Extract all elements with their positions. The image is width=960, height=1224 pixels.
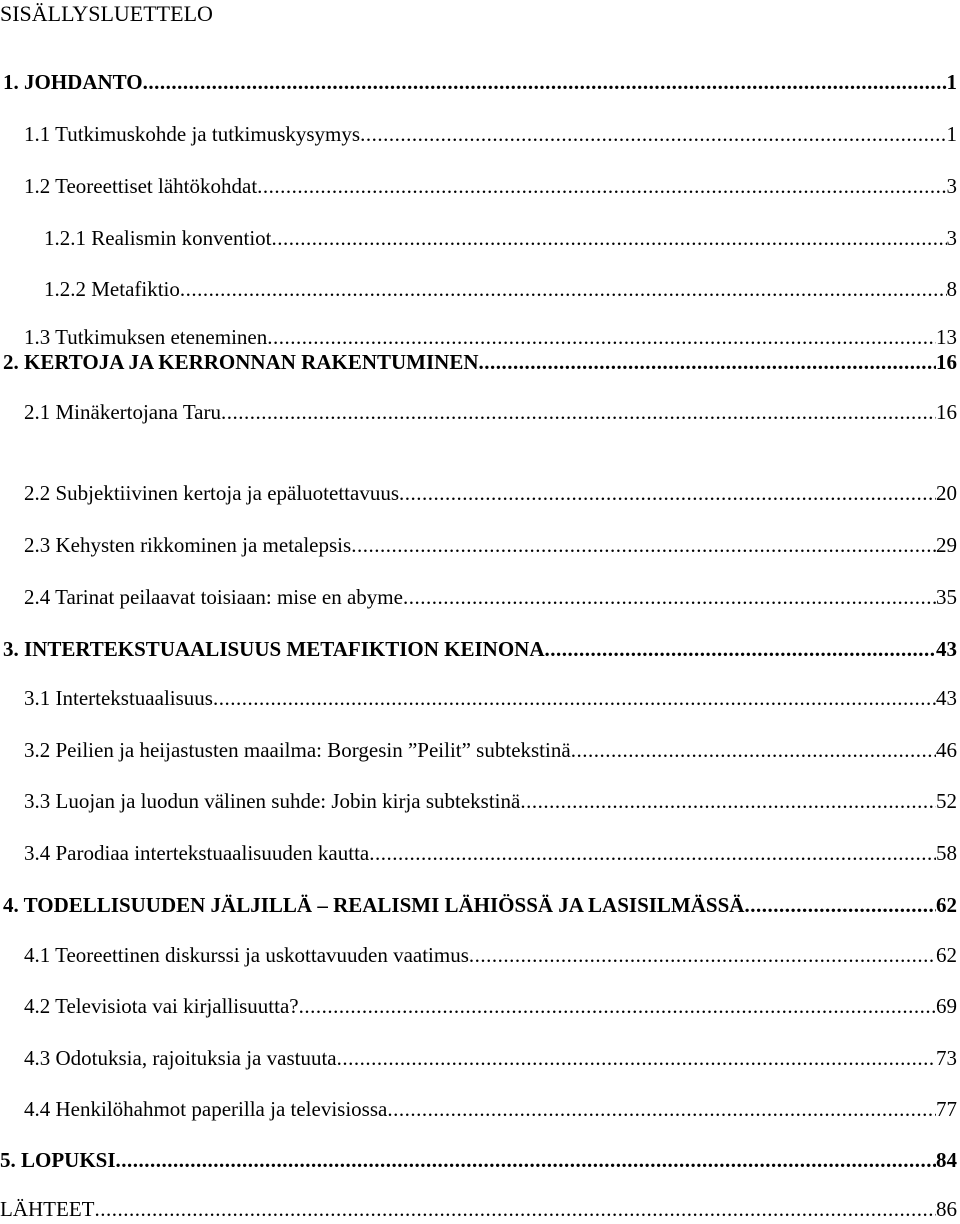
toc-entry[interactable]: [24, 1043, 957, 1073]
toc-entry[interactable]: [24, 582, 957, 612]
toc-entry[interactable]: [24, 119, 957, 149]
toc-page-number: 86: [936, 1197, 957, 1221]
toc-leader-dots: [571, 735, 936, 765]
toc-page-number: 84: [936, 1148, 957, 1172]
toc-entry-title: 3.4 Parodiaa intertekstuaalisuuden kautta: [24, 841, 370, 865]
toc-entry[interactable]: [44, 223, 957, 253]
toc-leader-dots: [116, 1145, 936, 1175]
toc-page-number: 20: [936, 481, 957, 505]
toc-page-number: 58: [936, 841, 957, 865]
toc-leader-dots: [544, 634, 936, 664]
toc-page-number: 43: [936, 686, 957, 710]
toc-entry-title: 2. KERTOJA JA KERRONNAN RAKENTUMINEN: [3, 350, 479, 374]
toc-entry-title: 4.2 Televisiota vai kirjallisuutta?: [24, 994, 299, 1018]
toc-page-number: 62: [936, 893, 957, 917]
toc-entry[interactable]: [24, 838, 957, 868]
toc-page-number: 3: [946, 174, 957, 198]
toc-entry-title: 3.2 Peilien ja heijastusten maailma: Borgesin ”Peilit” subtekstinä: [24, 738, 571, 762]
toc-entry[interactable]: [3, 634, 957, 664]
toc-leader-dots: [221, 397, 936, 427]
toc-page-number: 62: [936, 943, 957, 967]
toc-entry-title: 1. JOHDANTO: [3, 70, 143, 94]
toc-page-number: 52: [936, 789, 957, 813]
toc-entry-title: 4.3 Odotuksia, rajoituksia ja vastuuta: [24, 1046, 337, 1070]
toc-heading: SISÄLLYSLUETTELO: [0, 1, 213, 26]
toc-entry[interactable]: [0, 1194, 957, 1224]
toc-entry[interactable]: [3, 347, 957, 377]
toc-leader-dots: [469, 940, 936, 970]
toc-page-number: 16: [936, 350, 957, 374]
toc-entry[interactable]: [24, 478, 957, 508]
toc-entry[interactable]: [24, 940, 957, 970]
toc-leader-dots: [299, 991, 936, 1021]
toc-page-number: 69: [936, 994, 957, 1018]
toc-leader-dots: [479, 347, 936, 377]
toc-page-number: 43: [936, 637, 957, 661]
toc-entry[interactable]: [24, 786, 957, 816]
toc-entry[interactable]: [24, 683, 957, 713]
toc-entry[interactable]: [24, 1094, 957, 1124]
toc-leader-dots: [403, 582, 936, 612]
toc-entry-title: 3.1 Intertekstuaalisuus: [24, 686, 213, 710]
toc-entry[interactable]: [24, 171, 957, 201]
toc-entry[interactable]: [44, 274, 957, 304]
toc-entry-title: 2.2 Subjektiivinen kertoja ja epäluotettavuus: [24, 481, 399, 505]
toc-page-number: 73: [936, 1046, 957, 1070]
toc-page-number: 16: [936, 400, 957, 424]
toc-leader-dots: [351, 530, 936, 560]
toc-entry[interactable]: [0, 1145, 957, 1175]
toc-entry[interactable]: [24, 530, 957, 560]
toc-entry-title: 1.1 Tutkimuskohde ja tutkimuskysymys: [24, 122, 361, 146]
toc-entry[interactable]: [24, 735, 957, 765]
toc-leader-dots: [360, 119, 946, 149]
toc-page-number: 77: [936, 1097, 957, 1121]
toc-leader-dots: [143, 67, 947, 97]
toc-page-number: 35: [936, 585, 957, 609]
toc-entry-title: 4.1 Teoreettinen diskurssi ja uskottavuuden vaatimus: [24, 943, 469, 967]
toc-page-number: 1: [946, 122, 957, 146]
toc-page-number: 13: [936, 325, 957, 349]
toc-entry-title: 4.4 Henkilöhahmot paperilla ja televisiossa: [24, 1097, 388, 1121]
toc-entry-title: 1.3 Tutkimuksen eteneminen: [24, 325, 268, 349]
toc-entry[interactable]: [24, 991, 957, 1021]
toc-entry-title: 2.4 Tarinat peilaavat toisiaan: mise en abyme: [24, 585, 403, 609]
toc-page-number: 46: [936, 738, 957, 762]
toc-entry-title: 1.2 Teoreettiset lähtökohdat: [24, 174, 258, 198]
toc-entry[interactable]: [3, 67, 957, 97]
toc-entry-title: 3.3 Luojan ja luodun välinen suhde: Jobin kirja subtekstinä: [24, 789, 521, 813]
toc-entry-title: 5. LOPUKSI: [0, 1148, 116, 1172]
toc-page-number: 1: [946, 70, 957, 94]
toc-entry[interactable]: [3, 890, 957, 920]
toc-entry-title: 1.2.2 Metafiktio: [44, 277, 180, 301]
toc-entry-title: 4. TODELLISUUDEN JÄLJILLÄ – REALISMI LÄHIÖSSÄ JA LASISILMÄSSÄ: [3, 893, 745, 917]
toc-entry-title: LÄHTEET: [0, 1197, 95, 1221]
toc-leader-dots: [213, 683, 936, 713]
toc-page-number: 3: [946, 226, 957, 250]
toc-leader-dots: [369, 838, 936, 868]
toc-leader-dots: [337, 1043, 936, 1073]
toc-leader-dots: [180, 274, 947, 304]
toc-leader-dots: [94, 1194, 936, 1224]
toc-leader-dots: [387, 1094, 936, 1124]
toc-entry-title: 2.3 Kehysten rikkominen ja metalepsis: [24, 533, 352, 557]
toc-leader-dots: [520, 786, 936, 816]
toc-page-number: 8: [946, 277, 957, 301]
toc-leader-dots: [257, 171, 946, 201]
toc-leader-dots: [271, 223, 946, 253]
toc-entry-title: 2.1 Minäkertojana Taru: [24, 400, 221, 424]
toc-leader-dots: [744, 890, 936, 920]
toc-leader-dots: [399, 478, 936, 508]
toc-entry-title: 3. INTERTEKSTUAALISUUS METAFIKTION KEINONA: [3, 637, 545, 661]
toc-entry-title: 1.2.1 Realismin konventiot: [44, 226, 272, 250]
toc-entry[interactable]: [24, 397, 957, 427]
toc-page-number: 29: [936, 533, 957, 557]
